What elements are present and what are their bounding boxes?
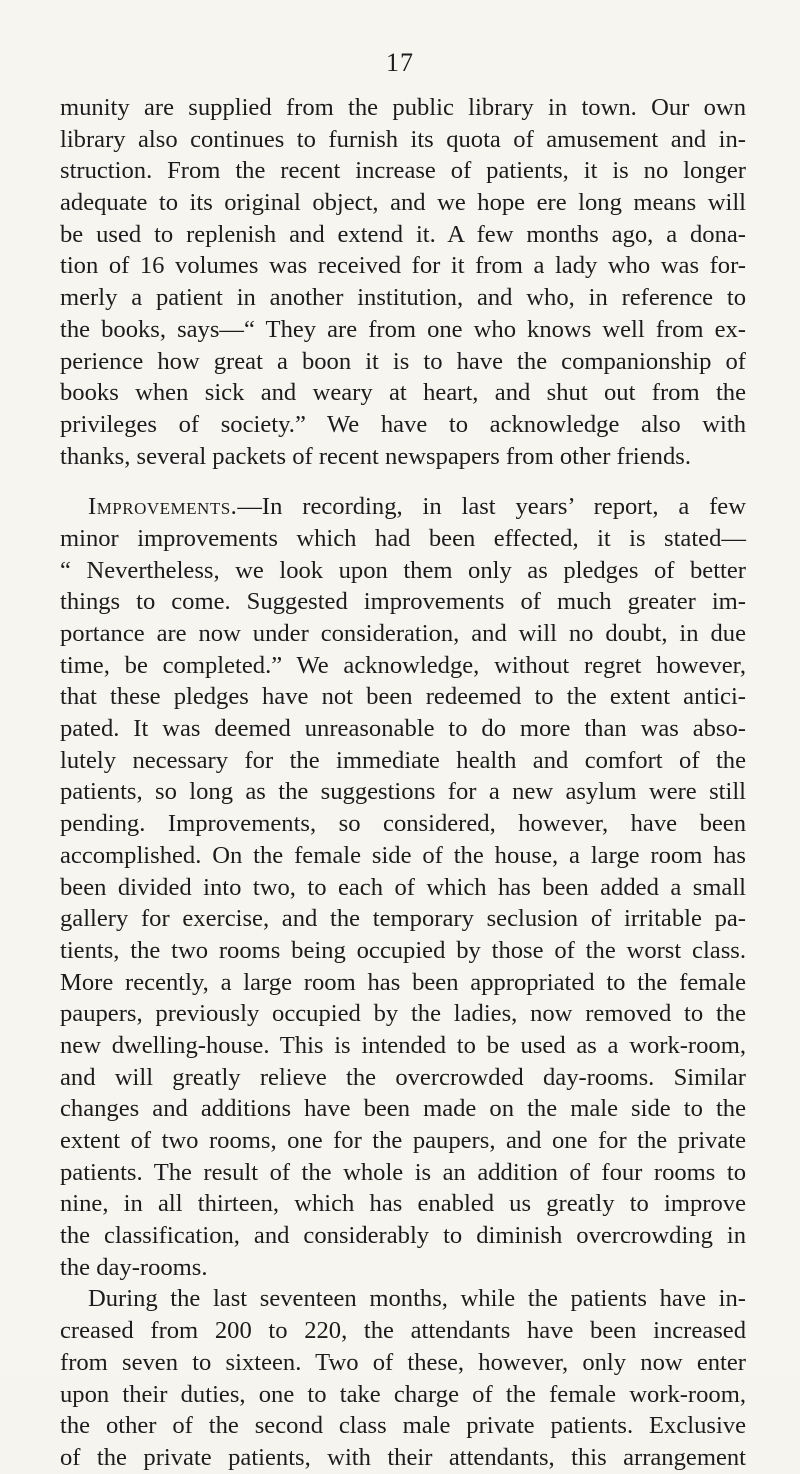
text-line: been divided into two, to each of which has been added a small	[60, 873, 746, 901]
text-line: new dwelling-house. This is intended to be used as a work-room,	[60, 1031, 746, 1059]
text-line	[60, 491, 746, 523]
text-line: from seven to sixteen. Two of these, however, only now enter	[60, 1348, 746, 1376]
text-line: During the last seventeen months, while the patients have in-	[88, 1285, 746, 1313]
text-line: patients, so long as the suggestions for a new asylum were still	[60, 778, 746, 806]
text-line: books when sick and weary at heart, and shut out from the	[60, 379, 746, 407]
text-line: tients, the two rooms being occupied by those of the worst class.	[60, 936, 746, 964]
text-line: munity are supplied from the public library in town. Our own	[60, 94, 746, 121]
text-line: nine, in all thirteen, which has enabled us greatly to improve	[60, 1190, 746, 1218]
paragraph-attendants	[60, 1283, 746, 1473]
text-line: pending. Improvements, so considered, however, have been	[60, 810, 746, 838]
text-line: lutely necessary for the immediate health and comfort of the	[60, 746, 746, 774]
text-line: the books, says—“ They are from one who knows well from ex-	[60, 315, 746, 343]
text-line: “ Nevertheless, we look upon them only as pledges of better	[60, 556, 746, 584]
page-number: 17	[386, 48, 414, 77]
text-line: perience how great a boon it is to have the companionship of	[60, 347, 746, 375]
text-line: of the private patients, with their attendants, this arrangement	[60, 1443, 746, 1471]
text-line: merly a patient in another institution, and who, in reference to	[60, 284, 746, 312]
text-line: extent of two rooms, one for the paupers, and one for the private	[60, 1127, 746, 1154]
text-line: pated. It was deemed unreasonable to do more than was abso-	[60, 715, 746, 743]
paragraph-library	[60, 92, 746, 472]
text-line: time, be completed.” We acknowledge, without regret however,	[60, 651, 746, 679]
text-line: be used to replenish and extend it. A few months ago, a dona-	[60, 220, 746, 248]
body-text	[60, 92, 746, 1474]
text-line: things to come. Suggested improvements of much greater im-	[60, 588, 746, 616]
heading-line-rest: —In recording, in last years’ report, a few	[237, 493, 746, 521]
text-line: accomplished. On the female side of the house, a large room has	[60, 841, 746, 869]
text-line: adequate to its original object, and we hope ere long means will	[60, 189, 746, 217]
text-line: the day-rooms.	[60, 1253, 208, 1281]
text-line: privileges of society.” We have to acknowledge also with	[60, 410, 746, 438]
text-line: portance are now under consideration, and will no doubt, in due	[60, 620, 746, 647]
text-line: the classification, and considerably to diminish overcrowding in	[60, 1222, 746, 1250]
text-line: changes and additions have been made on the male side to the	[60, 1095, 746, 1123]
section-heading-improvements: Improvements.	[88, 493, 238, 521]
text-line: minor improvements which had been effected, it is stated—	[60, 524, 746, 552]
text-line: and will greatly relieve the overcrowded day-rooms. Similar	[60, 1063, 746, 1091]
text-line: upon their duties, one to take charge of the female work-room,	[60, 1380, 746, 1408]
text-line: thanks, several packets of recent newspapers from other friends.	[60, 442, 691, 470]
text-line: the other of the second class male private patients. Exclusive	[60, 1412, 746, 1440]
paragraph-improvements	[60, 491, 746, 1283]
text-line: tion of 16 volumes was received for it from a lady who was for-	[60, 252, 746, 280]
text-line: patients. The result of the whole is an addition of four rooms to	[60, 1158, 746, 1186]
text-line: creased from 200 to 220, the attendants have been increased	[60, 1317, 746, 1345]
text-line: gallery for exercise, and the temporary seclusion of irritable pa-	[60, 905, 746, 933]
text-line: paupers, previously occupied by the ladies, now removed to the	[60, 1000, 746, 1028]
text-line: that these pledges have not been redeemed to the extent antici-	[60, 683, 746, 711]
text-line: More recently, a large room has been appropriated to the female	[60, 968, 746, 996]
text-line: library also continues to furnish its quota of amusement and in-	[60, 125, 746, 153]
text-line: struction. From the recent increase of patients, it is no longer	[60, 157, 746, 185]
